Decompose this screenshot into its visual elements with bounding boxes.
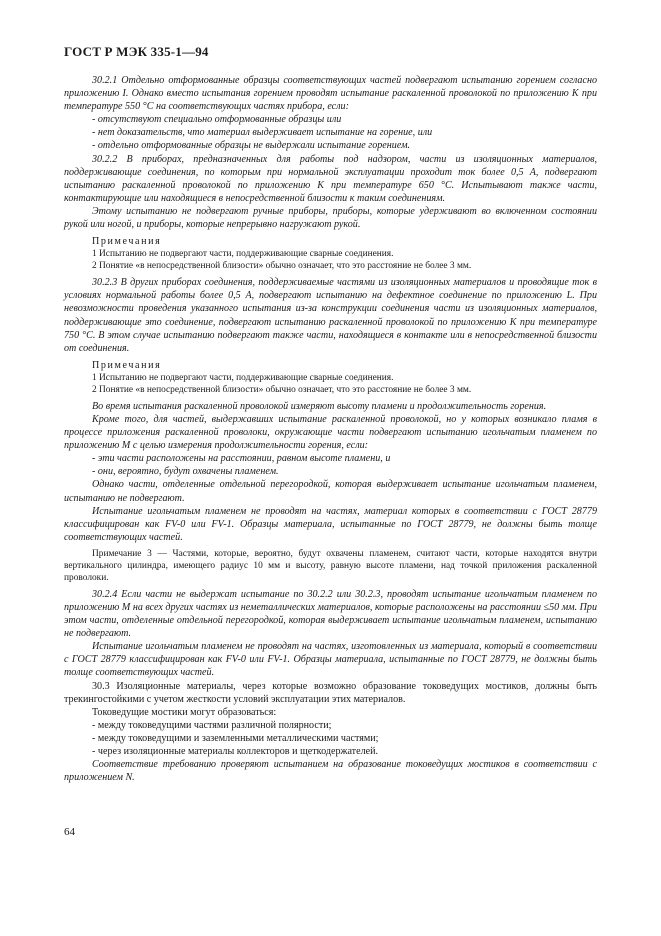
paragraph: - эти части расположены на расстоянии, равном высоте пламени, и: [92, 453, 391, 465]
paragraph: Испытание игольчатым пламенем не проводят на частях, материал которых в соответствии с ГОСТ 28779 классифицирован как FV-0 или FV-1. Образцы материала, испытанные по ГОСТ 28779, не должны быть толще соответствующих частей.: [64, 505, 597, 543]
paragraph: - между токоведущими частями различной полярности;: [92, 719, 332, 731]
paragraph: 30.3 Изоляционные материалы, через которые возможно образование токоведущих мостиков, должны быть трекингостойкими с учетом жесткости условий эксплуатации этих материалов.: [64, 680, 597, 705]
note-paragraph: Примечание 3 — Частями, которые, вероятно, будут охвачены пламенем, считают части, которые находятся внутри вертикального цилиндра, имеющего радиус 10 мм и высоту, равную высоте пламени, над точкой приложения раскаленной проволоки.: [64, 548, 597, 583]
paragraph: - отдельно отформованные образцы не выдержали испытание горением.: [92, 140, 411, 152]
paragraph: - через изоляционные материалы коллекторов и щеткодержателей.: [92, 746, 379, 758]
paragraph: Однако части, отделенные отдельной перегородкой, которая выдерживает испытание игольчатым пламенем, испытанию не подвергают.: [64, 479, 597, 504]
paragraph: Испытание игольчатым пламенем не проводят на частях, изготовленных из материала, который в соответствии с ГОСТ 28779 классифицирован как FV-0 или FV-1. Образцы материала, испытанные по ГОСТ 28779, не должны быть толще соответствующих частей.: [64, 641, 597, 679]
paragraph: - они, вероятно, будут охвачены пламенем.: [92, 466, 279, 478]
note-paragraph: Примечания: [92, 359, 162, 371]
paragraph: 30.2.2 В приборах, предназначенных для работы под надзором, части из изоляционных материалов, поддерживающие соединения, по которым при нормальной эксплуатации проходит ток более 0,5 А, подвергают испытанию раскаленной проволокой по приложению K при температуре 650 °C. Испытывают также части, контактирующие или находящиеся в непосредственной близости к таким соединениям.: [64, 153, 597, 204]
paragraph: - отсутствуют специально отформованные образцы или: [92, 114, 342, 126]
note-paragraph: 2 Понятие «в непосредственной близости» обычно означает, что это расстояние не более 3 мм.: [92, 261, 472, 272]
page-number: 64: [64, 826, 75, 838]
note-paragraph: 2 Понятие «в непосредственной близости» обычно означает, что это расстояние не более 3 мм.: [92, 384, 472, 395]
paragraph: 30.2.1 Отдельно отформованные образцы соответствующих частей подвергают испытанию горением согласно приложению I. Однако вместо испытания горением проводят испытание раскаленной проволокой по приложению K при температуре 550 °C на соответствующих частях прибора, если:: [64, 75, 597, 113]
paragraph: 30.2.4 Если части не выдержат испытание по 30.2.2 или 30.2.3, проводят испытание игольчатым пламенем по приложению М на всех других частях из неметаллических материалов, которые расположены на расстоянии ≤50 мм. При этом части, отделенные отдельной перегородкой, которая выдерживает испытание игольчатым пламенем, испытанию не подвергают.: [64, 588, 598, 640]
paragraph: - между токоведущими и заземленными металлическими частями;: [92, 732, 379, 744]
note-paragraph: 1 Испытанию не подвергают части, поддерживающие сварные соединения.: [92, 372, 394, 383]
paragraph: Кроме того, для частей, выдержавших испытание раскаленной проволокой, но у которых возникало пламя в процессе приложения раскаленной проволоки, окружающие части подвергают испытанию игольчатым пламенем по приложению М с целью измерения продолжительности горения, если:: [64, 413, 597, 452]
document-body: [64, 74, 597, 784]
paragraph: 30.2.3 В других приборах соединения, поддерживаемые частями из изоляционных материалов и проводящие ток в условиях нормальной работы более 0,5 А, подвергают испытанию на дефектное соединение по приложению L. При невозможности проведения указанного испытания из-за конструкции соединения части из изоляционных материалов, поддерживающие это соединение, подвергают испытанию раскаленной проволокой по приложению K при температуре 750 °C. В этом случае испытанию подвергают также части, находящиеся в контакте или в непосредственной близости от соединения.: [64, 277, 597, 354]
note-paragraph: Примечания: [92, 236, 162, 248]
paragraph: Токоведущие мостики могут образоваться:: [92, 706, 277, 718]
paragraph: Соответствие требованию проверяют испытанием на образование токоведущих мостиков в соответствии с приложением N.: [64, 759, 597, 784]
note-paragraph: 1 Испытанию не подвергают части, поддерживающие сварные соединения.: [92, 249, 394, 260]
page-header: ГОСТ Р МЭК 335-1—94: [64, 44, 209, 59]
paragraph: - нет доказательств, что материал выдерживает испытание на горение, или: [92, 127, 433, 139]
paragraph: Этому испытанию не подвергают ручные приборы, приборы, которые удерживают во включенном состоянии рукой или ногой, и приборы, которые непрерывно нагружают рукой.: [64, 205, 597, 231]
paragraph: Во время испытания раскаленной проволокой измеряют высоту пламени и продолжительность горения.: [92, 400, 547, 412]
